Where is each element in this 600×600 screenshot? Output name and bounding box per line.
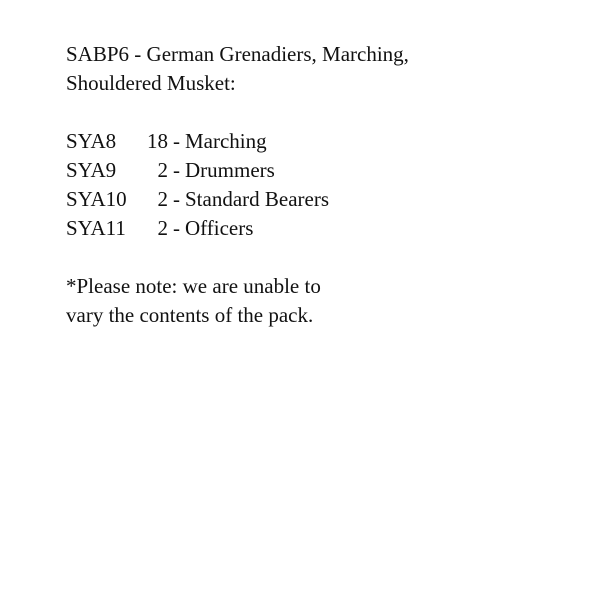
pack-title-line-1: SABP6 - German Grenadiers, Marching,	[66, 42, 409, 66]
note-line-2: vary the contents of the pack.	[66, 303, 314, 327]
pack-title-line-2: Shouldered Musket:	[66, 71, 236, 95]
item-description: Standard Bearers	[185, 187, 330, 211]
item-quantity: 18	[147, 129, 168, 153]
pack-note	[66, 272, 586, 330]
item-description: Marching	[185, 129, 267, 153]
item-code: SYA10	[66, 187, 127, 211]
item-code: SYA11	[66, 216, 126, 240]
item-quantity: 2	[157, 158, 168, 182]
spacer	[66, 98, 586, 127]
item-separator: -	[173, 129, 180, 153]
list-item	[66, 156, 586, 185]
item-quantity: 2	[157, 187, 168, 211]
list-item	[66, 127, 586, 156]
pack-contents-list	[66, 127, 586, 243]
item-code: SYA9	[66, 158, 117, 182]
spacer	[66, 243, 586, 272]
item-description: Drummers	[185, 158, 275, 182]
item-code: SYA8	[66, 129, 117, 153]
item-quantity: 2	[157, 216, 168, 240]
item-separator: -	[173, 187, 180, 211]
item-description: Officers	[185, 216, 254, 240]
note-line-1: *Please note: we are unable to	[66, 274, 321, 298]
item-separator: -	[173, 158, 180, 182]
list-item	[66, 185, 586, 214]
list-item	[66, 214, 586, 243]
item-separator: -	[173, 216, 180, 240]
pack-title	[66, 40, 586, 98]
product-description	[66, 40, 586, 330]
